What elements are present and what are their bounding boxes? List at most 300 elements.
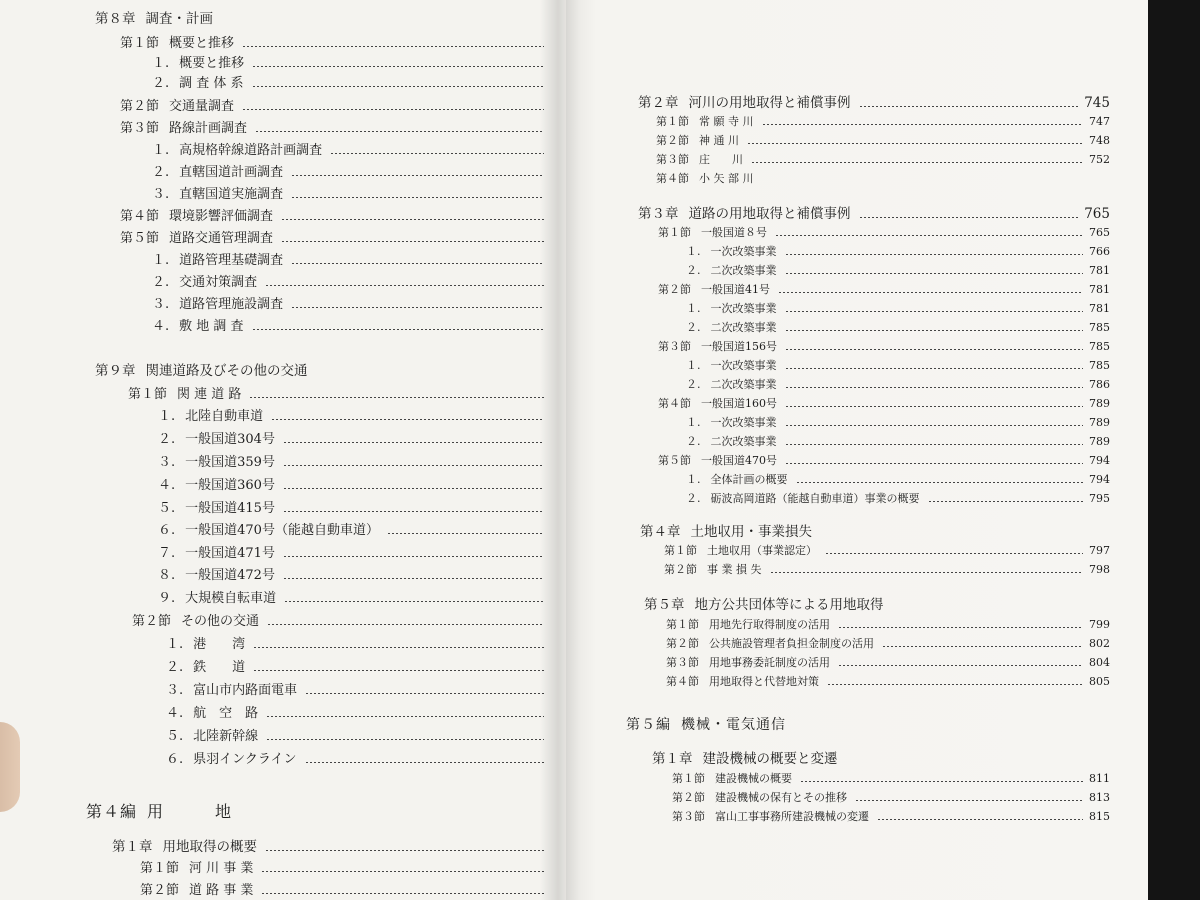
toc-entry <box>656 133 1110 148</box>
toc-entry <box>686 472 1110 487</box>
entry-title: 一般国道41号 <box>701 283 770 296</box>
dot-leader <box>255 131 544 132</box>
entry-title: 一般国道359号 <box>185 455 275 470</box>
entry-page-number: 747 <box>1089 115 1110 128</box>
entry-title: 用地取得の概要 <box>162 839 257 855</box>
dot-leader <box>825 553 1083 554</box>
entry-page-number: 766 <box>1089 245 1110 258</box>
toc-entry <box>158 500 568 518</box>
entry-number: 第１章 <box>112 839 153 855</box>
entry-number: 第４節 <box>666 675 699 688</box>
entry-number: 第２章 <box>638 95 679 111</box>
entry-number: ２. <box>152 165 170 180</box>
toc-entry <box>166 751 568 769</box>
entry-number: 第３節 <box>672 810 705 823</box>
entry-title: 一般国道304号 <box>185 432 275 447</box>
entry-number: 第１節 <box>128 387 168 402</box>
toc-entry <box>656 152 1110 167</box>
entry-number: ２. <box>686 264 701 277</box>
entry-title: 直轄国道計画調査 <box>179 165 284 180</box>
entry-page-number: 789 <box>1089 416 1110 429</box>
entry-number: 第１節 <box>656 115 689 128</box>
toc-entry <box>158 408 568 426</box>
dot-leader <box>253 670 544 671</box>
entry-title: 二次改築事業 <box>710 378 777 391</box>
dot-leader <box>271 419 544 420</box>
entry-number: ２. <box>686 492 701 505</box>
toc-entry <box>120 120 568 138</box>
dot-leader <box>284 601 544 602</box>
toc-entry <box>95 362 308 380</box>
toc-entry <box>686 415 1110 430</box>
right-toc-list <box>566 0 1148 900</box>
entry-number: 第１章 <box>652 751 693 767</box>
toc-entry <box>666 636 1110 651</box>
toc-entry <box>658 396 1110 411</box>
toc-entry <box>152 55 568 73</box>
entry-number: ２. <box>166 660 184 675</box>
entry-number: １. <box>152 56 170 71</box>
entry-number: ５. <box>166 729 184 744</box>
dot-leader <box>859 217 1079 218</box>
entry-number: １. <box>166 637 184 652</box>
entry-title: 常 願 寺 川 <box>699 115 754 128</box>
entry-title: 庄 川 <box>699 153 743 166</box>
entry-number: 第８章 <box>95 11 136 27</box>
toc-entry <box>158 522 568 540</box>
entry-title: 道路交通管理調査 <box>169 231 274 246</box>
entry-title: 一般国道472号 <box>185 568 275 583</box>
entry-title: 建設機械の概要と変遷 <box>702 751 838 767</box>
right-page <box>566 0 1148 900</box>
dot-leader <box>291 197 544 198</box>
entry-number: 第３節 <box>120 121 160 136</box>
dot-leader <box>751 162 1083 163</box>
entry-title: 県羽インクライン <box>193 752 297 767</box>
entry-title: 土地収用・事業損失 <box>690 524 812 540</box>
dot-leader <box>800 781 1083 782</box>
entry-page-number: 785 <box>1089 359 1110 372</box>
toc-entry <box>626 718 786 733</box>
entry-page-number: 765 <box>1084 206 1110 222</box>
toc-entry <box>140 860 568 878</box>
entry-number: １. <box>686 302 701 315</box>
left-toc-list <box>0 0 568 900</box>
entry-number: 第５節 <box>120 231 160 246</box>
dot-leader <box>855 800 1083 801</box>
thumb <box>0 722 20 812</box>
dot-leader <box>252 66 544 67</box>
entry-page-number: 798 <box>1089 563 1110 576</box>
toc-entry <box>656 114 1110 129</box>
toc-entry <box>686 301 1110 316</box>
entry-page-number: 794 <box>1089 473 1110 486</box>
entry-title: 建設機械の概要 <box>715 772 792 785</box>
entry-title: 一次改築事業 <box>710 416 777 429</box>
dot-leader <box>785 425 1084 426</box>
dot-leader <box>249 397 544 398</box>
entry-page-number: 786 <box>1089 378 1110 391</box>
entry-number: 第３章 <box>638 206 679 222</box>
entry-title: 用地取得と代替地対策 <box>709 675 819 688</box>
dot-leader <box>305 693 544 694</box>
entry-number: １. <box>686 359 701 372</box>
entry-number: 第３節 <box>666 656 699 669</box>
dot-leader <box>267 624 544 625</box>
entry-number: ３. <box>152 187 170 202</box>
entry-number: １. <box>152 143 170 158</box>
entry-title: 概要と推移 <box>179 56 245 71</box>
entry-title: 一般国道415号 <box>185 501 275 516</box>
entry-title: 一般国道360号 <box>185 478 275 493</box>
toc-entry <box>95 10 213 28</box>
entry-title: 関 連 道 路 <box>177 387 242 402</box>
dot-leader <box>265 285 544 286</box>
entry-title: 一般国道470号（能越自動車道） <box>185 523 379 538</box>
entry-number: 第４節 <box>120 209 160 224</box>
dot-leader <box>283 442 544 443</box>
entry-title: 地方公共団体等による用地取得 <box>694 597 884 613</box>
entry-title: 路線計画調査 <box>169 121 248 136</box>
entry-page-number: 802 <box>1089 637 1110 650</box>
entry-number: ３. <box>158 455 176 470</box>
dot-leader <box>928 501 1084 502</box>
dot-leader <box>785 406 1083 407</box>
entry-page-number: 797 <box>1089 544 1110 557</box>
entry-page-number: 785 <box>1089 340 1110 353</box>
dot-leader <box>775 235 1083 236</box>
toc-entry <box>166 728 568 746</box>
entry-number: 第４節 <box>656 172 689 185</box>
entry-title: 道路の用地取得と補償事例 <box>688 206 851 222</box>
entry-title: 環境影響評価調査 <box>169 209 274 224</box>
entry-title: 敷 地 調 査 <box>179 319 244 334</box>
toc-entry <box>166 705 568 723</box>
entry-title: 一般国道160号 <box>701 397 777 410</box>
entry-title: 一般国道470号 <box>701 454 777 467</box>
toc-entry <box>152 318 568 336</box>
dot-leader <box>778 292 1083 293</box>
toc-entry <box>672 771 1110 786</box>
entry-number: ９. <box>158 591 176 606</box>
entry-number: ２. <box>158 432 176 447</box>
toc-entry <box>686 263 1110 278</box>
entry-title: 小 矢 部 川 <box>699 172 754 185</box>
toc-entry <box>686 320 1110 335</box>
toc-entry <box>638 207 1110 222</box>
toc-entry <box>158 567 568 585</box>
entry-number: ２. <box>686 321 701 334</box>
entry-number: ７. <box>158 546 176 561</box>
entry-number: ６. <box>166 752 184 767</box>
entry-title: 交通量調査 <box>169 99 235 114</box>
toc-entry <box>152 252 568 270</box>
dot-leader <box>283 578 544 579</box>
toc-entry <box>152 164 568 182</box>
entry-title: 港 湾 <box>193 637 246 652</box>
dot-leader <box>762 124 1084 125</box>
toc-entry <box>658 225 1110 240</box>
entry-title: 一次改築事業 <box>710 302 777 315</box>
toc-entry <box>158 454 568 472</box>
entry-page-number: 785 <box>1089 321 1110 334</box>
dot-leader <box>747 143 1083 144</box>
entry-title: 航 空 路 <box>193 706 259 721</box>
entry-title: 一般国道８号 <box>701 226 767 239</box>
entry-page-number: 781 <box>1089 283 1110 296</box>
dot-leader <box>283 556 544 557</box>
entry-title: 土地収用（事業認定） <box>707 544 817 557</box>
entry-number: １. <box>686 473 701 486</box>
entry-title: 一次改築事業 <box>710 359 777 372</box>
entry-number: 第３節 <box>656 153 689 166</box>
toc-entry <box>120 230 568 248</box>
entry-number: 第２節 <box>672 791 705 804</box>
toc-entry <box>658 453 1110 468</box>
entry-number: 第２節 <box>664 563 697 576</box>
entry-number: 第２節 <box>666 637 699 650</box>
toc-entry <box>686 434 1110 449</box>
entry-number: 第２節 <box>140 883 180 898</box>
entry-title: 一般国道156号 <box>701 340 777 353</box>
toc-entry <box>140 882 568 900</box>
entry-page-number: 781 <box>1089 264 1110 277</box>
entry-number: ４. <box>158 478 176 493</box>
entry-number: 第１節 <box>664 544 697 557</box>
dot-leader <box>281 219 544 220</box>
entry-title: 交通対策調査 <box>179 275 258 290</box>
entry-page-number: 799 <box>1089 618 1110 631</box>
toc-entry <box>640 525 812 540</box>
toc-entry <box>686 358 1110 373</box>
dot-leader <box>785 273 1084 274</box>
entry-number: 第５編 <box>626 717 671 733</box>
entry-title: 事 業 損 失 <box>707 563 762 576</box>
toc-entry <box>120 98 568 116</box>
entry-number: ８. <box>158 568 176 583</box>
toc-entry <box>672 809 1110 824</box>
entry-title: 公共施設管理者負担金制度の活用 <box>709 637 874 650</box>
toc-entry <box>644 598 884 613</box>
toc-entry <box>664 543 1110 558</box>
toc-entry <box>158 590 568 608</box>
entry-page-number: 789 <box>1089 435 1110 448</box>
entry-number: 第４章 <box>640 524 681 540</box>
entry-title: 二次改築事業 <box>710 435 777 448</box>
dot-leader <box>265 850 544 851</box>
entry-page-number: 795 <box>1089 492 1110 505</box>
entry-title: その他の交通 <box>181 614 260 629</box>
toc-entry <box>686 244 1110 259</box>
entry-page-number: 805 <box>1089 675 1110 688</box>
entry-title: 道路管理基礎調査 <box>179 253 284 268</box>
entry-number: 第２節 <box>656 134 689 147</box>
entry-title: 北陸新幹線 <box>193 729 259 744</box>
entry-title: 砺波高岡道路（能越自動車道）事業の概要 <box>710 492 920 505</box>
entry-title: 河 川 事 業 <box>189 861 254 876</box>
dot-leader <box>882 646 1083 647</box>
entry-number: １. <box>686 416 701 429</box>
dot-leader <box>785 368 1084 369</box>
dot-leader <box>796 482 1084 483</box>
entry-page-number: 815 <box>1089 810 1110 823</box>
toc-entry <box>166 636 568 654</box>
dot-leader <box>283 488 544 489</box>
entry-number: 第１節 <box>120 36 160 51</box>
toc-entry <box>666 617 1110 632</box>
entry-number: 第１節 <box>666 618 699 631</box>
entry-number: ３. <box>166 683 184 698</box>
toc-entry <box>166 682 568 700</box>
toc-entry <box>128 386 568 404</box>
entry-number: 第１節 <box>658 226 691 239</box>
toc-entry <box>686 377 1110 392</box>
toc-entry <box>672 790 1110 805</box>
toc-entry <box>658 339 1110 354</box>
left-page <box>0 0 568 900</box>
entry-number: ２. <box>686 435 701 448</box>
toc-entry <box>152 274 568 292</box>
toc-entry <box>158 431 568 449</box>
dot-leader <box>785 311 1084 312</box>
entry-number: 第２節 <box>120 99 160 114</box>
entry-title: 神 通 川 <box>699 134 739 147</box>
dot-leader <box>770 572 1084 573</box>
entry-number: 第９章 <box>95 363 136 379</box>
entry-title: 調査・計画 <box>145 11 213 27</box>
entry-title: 用地先行取得制度の活用 <box>709 618 830 631</box>
entry-title: 用 地 <box>147 802 233 821</box>
entry-number: ４. <box>152 319 170 334</box>
toc-entry <box>686 491 1110 506</box>
entry-number: １. <box>152 253 170 268</box>
dot-leader <box>877 819 1083 820</box>
entry-title: 富山市内路面電車 <box>193 683 298 698</box>
dot-leader <box>859 106 1079 107</box>
entry-title: 建設機械の保有とその推移 <box>715 791 847 804</box>
toc-entry <box>666 655 1110 670</box>
dot-leader <box>785 349 1083 350</box>
toc-entry <box>120 35 568 53</box>
entry-number: 第１節 <box>672 772 705 785</box>
toc-entry <box>152 296 568 314</box>
dot-leader <box>838 665 1083 666</box>
toc-entry <box>638 96 1110 111</box>
entry-number: １. <box>158 409 176 424</box>
entry-page-number: 804 <box>1089 656 1110 669</box>
dot-leader <box>242 109 544 110</box>
entry-page-number: 748 <box>1089 134 1110 147</box>
dot-leader <box>387 533 544 534</box>
dot-leader <box>252 86 544 87</box>
entry-title: 二次改築事業 <box>710 321 777 334</box>
entry-title: 関連道路及びその他の交通 <box>145 363 308 379</box>
dot-leader <box>283 511 544 512</box>
dot-leader <box>838 627 1083 628</box>
entry-title: 道路管理施設調査 <box>179 297 284 312</box>
dot-leader <box>281 241 544 242</box>
entry-title: 全体計画の概要 <box>710 473 788 486</box>
dot-leader <box>291 307 544 308</box>
dot-leader <box>266 739 544 740</box>
dot-leader <box>785 330 1084 331</box>
toc-entry <box>656 171 754 186</box>
entry-page-number: 765 <box>1089 226 1110 239</box>
toc-entry <box>112 838 568 856</box>
toc-entry <box>152 186 568 204</box>
dot-leader <box>785 444 1084 445</box>
entry-number: 第２節 <box>658 283 691 296</box>
dot-leader <box>253 647 544 648</box>
entry-page-number: 789 <box>1089 397 1110 410</box>
entry-page-number: 813 <box>1089 791 1110 804</box>
entry-page-number: 794 <box>1089 454 1110 467</box>
entry-page-number: 811 <box>1089 772 1110 785</box>
toc-entry <box>86 803 232 821</box>
toc-entry <box>658 282 1110 297</box>
entry-number: ２. <box>686 378 701 391</box>
entry-number: ６. <box>158 523 176 538</box>
dot-leader <box>291 175 544 176</box>
dot-leader <box>305 762 545 763</box>
toc-entry <box>664 562 1110 577</box>
entry-title: 高規格幹線道路計画調査 <box>179 143 323 158</box>
dot-leader <box>252 329 544 330</box>
toc-entry <box>166 659 568 677</box>
entry-number: 第３節 <box>658 340 691 353</box>
entry-number: 第５節 <box>658 454 691 467</box>
entry-title: 河川の用地取得と補償事例 <box>688 95 851 111</box>
toc-entry <box>120 208 568 226</box>
dot-leader <box>827 684 1083 685</box>
entry-number: ５. <box>158 501 176 516</box>
dot-leader <box>283 465 544 466</box>
toc-entry <box>152 142 568 160</box>
entry-number: ４. <box>166 706 184 721</box>
entry-number: １. <box>686 245 701 258</box>
dot-leader <box>330 153 544 154</box>
toc-entry <box>652 752 838 767</box>
dot-leader <box>261 871 544 872</box>
entry-title: 概要と推移 <box>169 36 235 51</box>
entry-title: 調 査 体 系 <box>179 76 244 91</box>
entry-number: ３. <box>152 297 170 312</box>
entry-page-number: 781 <box>1089 302 1110 315</box>
entry-page-number: 745 <box>1084 95 1110 111</box>
entry-number: 第２節 <box>132 614 172 629</box>
entry-title: 二次改築事業 <box>710 264 777 277</box>
entry-number: ２. <box>152 275 170 290</box>
dot-leader <box>266 716 544 717</box>
entry-title: 機械・電気通信 <box>681 717 786 733</box>
entry-number: 第１節 <box>140 861 180 876</box>
toc-entry <box>666 674 1110 689</box>
entry-title: 道 路 事 業 <box>189 883 254 898</box>
entry-number: 第５章 <box>644 597 685 613</box>
toc-entry <box>158 477 568 495</box>
entry-title: 一般国道471号 <box>185 546 275 561</box>
entry-number: ２. <box>152 76 170 91</box>
entry-page-number: 752 <box>1089 153 1110 166</box>
entry-title: 直轄国道実施調査 <box>179 187 284 202</box>
entry-title: 大規模自転車道 <box>185 591 277 606</box>
entry-title: 一次改築事業 <box>710 245 777 258</box>
dot-leader <box>785 463 1083 464</box>
toc-entry <box>152 75 568 93</box>
dot-leader <box>242 46 544 47</box>
dot-leader <box>785 254 1084 255</box>
dot-leader <box>291 263 544 264</box>
